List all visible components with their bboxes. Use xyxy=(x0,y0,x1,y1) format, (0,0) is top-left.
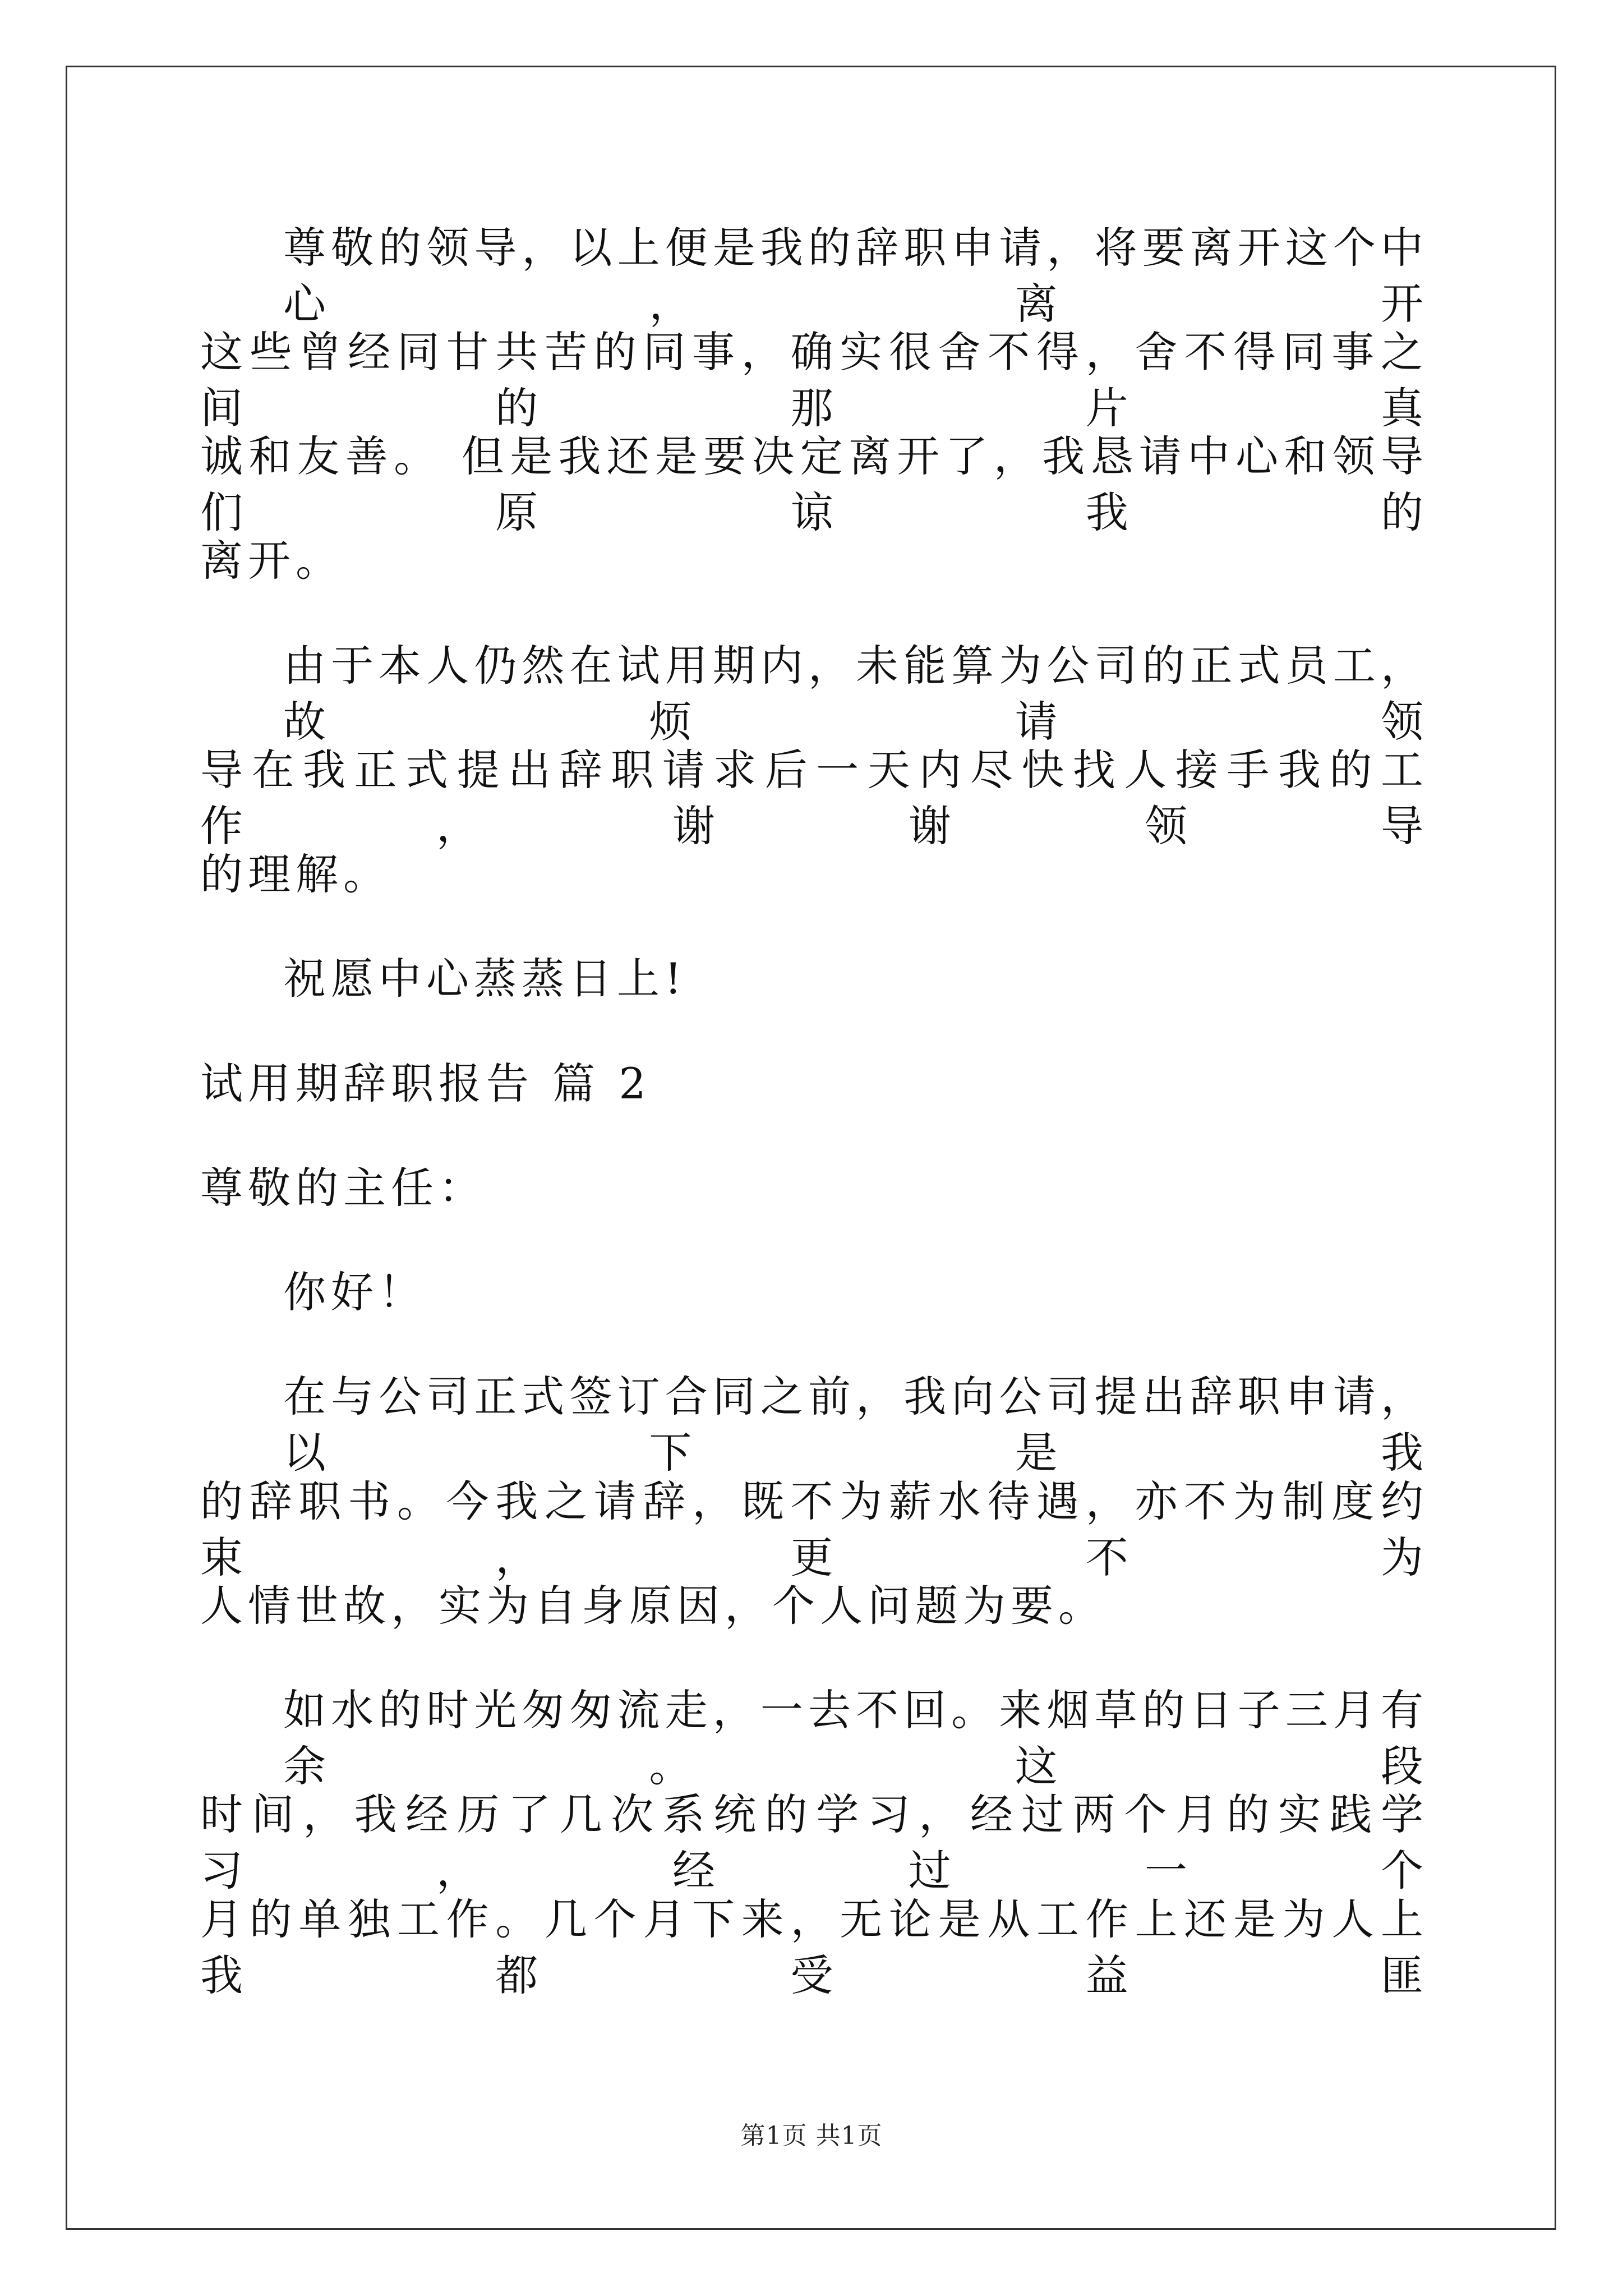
paragraph-line: 尊敬的领导，以上便是我的辞职申请，将要离开这个中心，离开 xyxy=(283,223,1428,329)
paragraph-line: 月的单独工作。几个月下来，无论是从工作上还是为人上我都受益匪 xyxy=(200,1894,1428,2000)
paragraph-line: 时间，我经历了几次系统的学习，经过两个月的实践学习，经过一个 xyxy=(200,1789,1428,1895)
paragraph-line: 的辞职书。今我之请辞，既不为薪水待遇，亦不为制度约束，更不为 xyxy=(200,1476,1428,1582)
salutation: 尊敬的主任： xyxy=(200,1163,486,1213)
page-footer: 第1页 共1页 xyxy=(740,2122,883,2150)
paragraph-line: 如水的时光匆匆流走，一去不回。来烟草的日子三月有余。这段 xyxy=(283,1685,1428,1791)
section-heading: 试用期辞职报告 篇 2 xyxy=(200,1059,651,1108)
paragraph-line: 人情世故，实为自身原因，个人问题为要。 xyxy=(200,1581,1106,1631)
closing-wish: 祝愿中心蒸蒸日上! xyxy=(283,954,687,1004)
paragraph-line: 的理解。 xyxy=(200,849,391,899)
paragraph-line: 诚和友善。 但是我还是要决定离开了，我恳请中心和领导们原谅我的 xyxy=(200,431,1428,537)
paragraph-line: 由于本人仍然在试用期内，未能算为公司的正式员工，故烦请领 xyxy=(283,641,1428,747)
paragraph-line: 在与公司正式签订合同之前，我向公司提出辞职申请，以下是我 xyxy=(283,1372,1428,1478)
greeting: 你好！ xyxy=(283,1267,426,1317)
paragraph-line: 离开。 xyxy=(200,536,343,586)
paragraph-line: 这些曾经同甘共苦的同事，确实很舍不得，舍不得同事之间的那片真 xyxy=(200,327,1428,433)
paragraph-line: 导在我正式提出辞职请求后一天内尽快找人接手我的工作，谢谢领导 xyxy=(200,745,1428,851)
